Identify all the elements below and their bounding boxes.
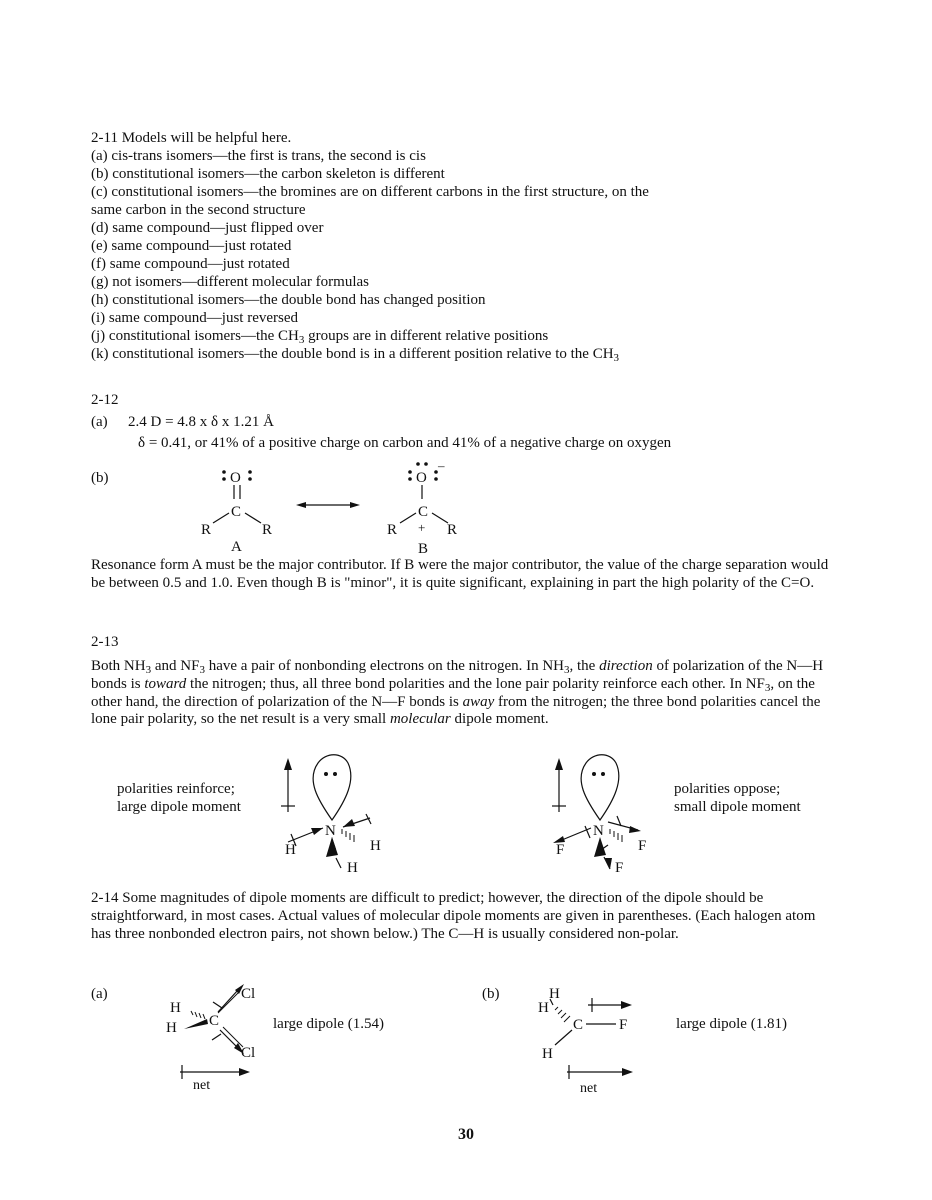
heading-2-12: 2-12 — [91, 392, 119, 408]
list-item: (k) constitutional isomers—the double bond is in a different position relative to the $CH_3$ — [91, 346, 620, 364]
positive-charge: + — [418, 520, 426, 535]
carbon-atom: C — [418, 504, 429, 520]
list-item: (h) constitutional isomers—the double bond has changed position — [91, 292, 486, 308]
dipole-value-b: large dipole (1.81) — [676, 1016, 787, 1032]
carbon-atom: C — [231, 504, 242, 520]
charge-result: δ = 0.41, or 41% of a positive charge on carbon and 41% of a negative charge on oxygen — [138, 435, 672, 451]
fluorine-atom: F — [556, 842, 565, 858]
list-item: (e) same compound—just rotated — [91, 238, 292, 254]
page-number: 30 — [458, 1126, 474, 1143]
list-item: same carbon in the second structure — [91, 202, 306, 218]
r-group: R — [262, 522, 273, 538]
dipole-magnitude-paragraph: 2-14 Some magnitudes of dipole moments are difficult to predict; however, the direction of the dipole should be straightforward, in most cases. Actual values of molecular dipole moments are given in parentheses. (Each halogen atom has three nonbonded electron pairs, not shown below.) The C—H is usually considered non-polar. — [91, 890, 816, 942]
oxygen-atom: O — [230, 470, 241, 486]
dichloromethane-structure — [180, 984, 250, 1079]
nh3-label-1: polarities reinforce; — [117, 781, 235, 797]
dipole-equation: 2.4 D = 4.8 x δ x 1.21 Å — [128, 414, 274, 430]
list-item: (c) constitutional isomers—the bromines are on different carbons in the first structure, on the — [91, 184, 649, 200]
form-a-label: A — [231, 539, 242, 555]
fluoromethane-structure — [550, 998, 633, 1079]
carbon-atom: C — [209, 1013, 220, 1029]
oxygen-atom: O — [416, 470, 427, 486]
hydrogen-atom: H — [549, 986, 560, 1002]
hydrogen-atom: H — [370, 838, 381, 854]
r-group: R — [387, 522, 398, 538]
list-item: (f) same compound—just rotated — [91, 256, 290, 272]
nitrogen-atom: N — [593, 823, 604, 839]
hydrogen-atom: H — [347, 860, 358, 876]
fluorine-atom: F — [615, 860, 624, 876]
nitrogen-paragraph: Both $NH_3$ and $NF_3$ have a pair of nonbonding electrons on the nitrogen. In $NH_3$, the direction of polarization of the N—H bonds is toward the nitrogen; thus, all three bond polarities and the lone pair polarity reinforce each other. In $NF_3$, on the other hand, the direction of polarization of the N—F bonds is away from the nitrogen; the three bond polarities cancel the lone pair polarity, so the net result is a very small molecular dipole moment. — [91, 658, 824, 728]
list-item: (a) cis-trans isomers—the first is trans, the second is cis — [91, 148, 426, 164]
part-label-b: (b) — [91, 470, 109, 486]
negative-charge: – — [438, 458, 445, 473]
hydrogen-atom: H — [166, 1020, 177, 1036]
hydrogen-atom: H — [542, 1046, 553, 1062]
form-b-label: B — [418, 541, 429, 557]
nf3-label-1: polarities oppose; — [674, 781, 781, 797]
hydrogen-atom: H — [285, 842, 296, 858]
list-item: (b) constitutional isomers—the carbon skeleton is different — [91, 166, 445, 182]
resonance-paragraph: Resonance form A must be the major contributor. If B were the major contributor, the value of the charge separation would be between 0.5 and 1.0. Even though B is "minor", it is quite significant, explaining in part the high polarity of the C=O. — [91, 557, 829, 591]
r-group: R — [201, 522, 212, 538]
part-label-a: (a) — [91, 414, 108, 430]
heading-2-13: 2-13 — [91, 634, 119, 650]
part-label-a: (a) — [91, 986, 108, 1002]
hydrogen-atom: H — [538, 1000, 549, 1016]
list-item: (j) constitutional isomers—the $CH_3$ groups are in different relative positions — [91, 328, 549, 346]
list-item: (g) not isomers—different molecular formulas — [91, 274, 369, 290]
nh3-label-2: large dipole moment — [117, 799, 241, 815]
chlorine-atom: Cl — [241, 986, 256, 1002]
hydrogen-atom: H — [170, 1000, 181, 1016]
carbon-atom: C — [573, 1017, 584, 1033]
heading-2-11: 2-11 Models will be helpful here. — [91, 130, 292, 146]
chlorine-atom: Cl — [241, 1045, 256, 1061]
list-item: (d) same compound—just flipped over — [91, 220, 324, 236]
r-group: R — [447, 522, 458, 538]
part-label-b: (b) — [482, 986, 500, 1002]
fluorine-atom: F — [619, 1017, 628, 1033]
fluorine-atom: F — [638, 838, 647, 854]
net-label: net — [580, 1081, 598, 1096]
net-label: net — [193, 1078, 211, 1093]
nitrogen-atom: N — [325, 823, 336, 839]
dipole-value-a: large dipole (1.54) — [273, 1016, 384, 1032]
list-item: (i) same compound—just reversed — [91, 310, 299, 326]
nf3-label-2: small dipole moment — [674, 799, 801, 815]
